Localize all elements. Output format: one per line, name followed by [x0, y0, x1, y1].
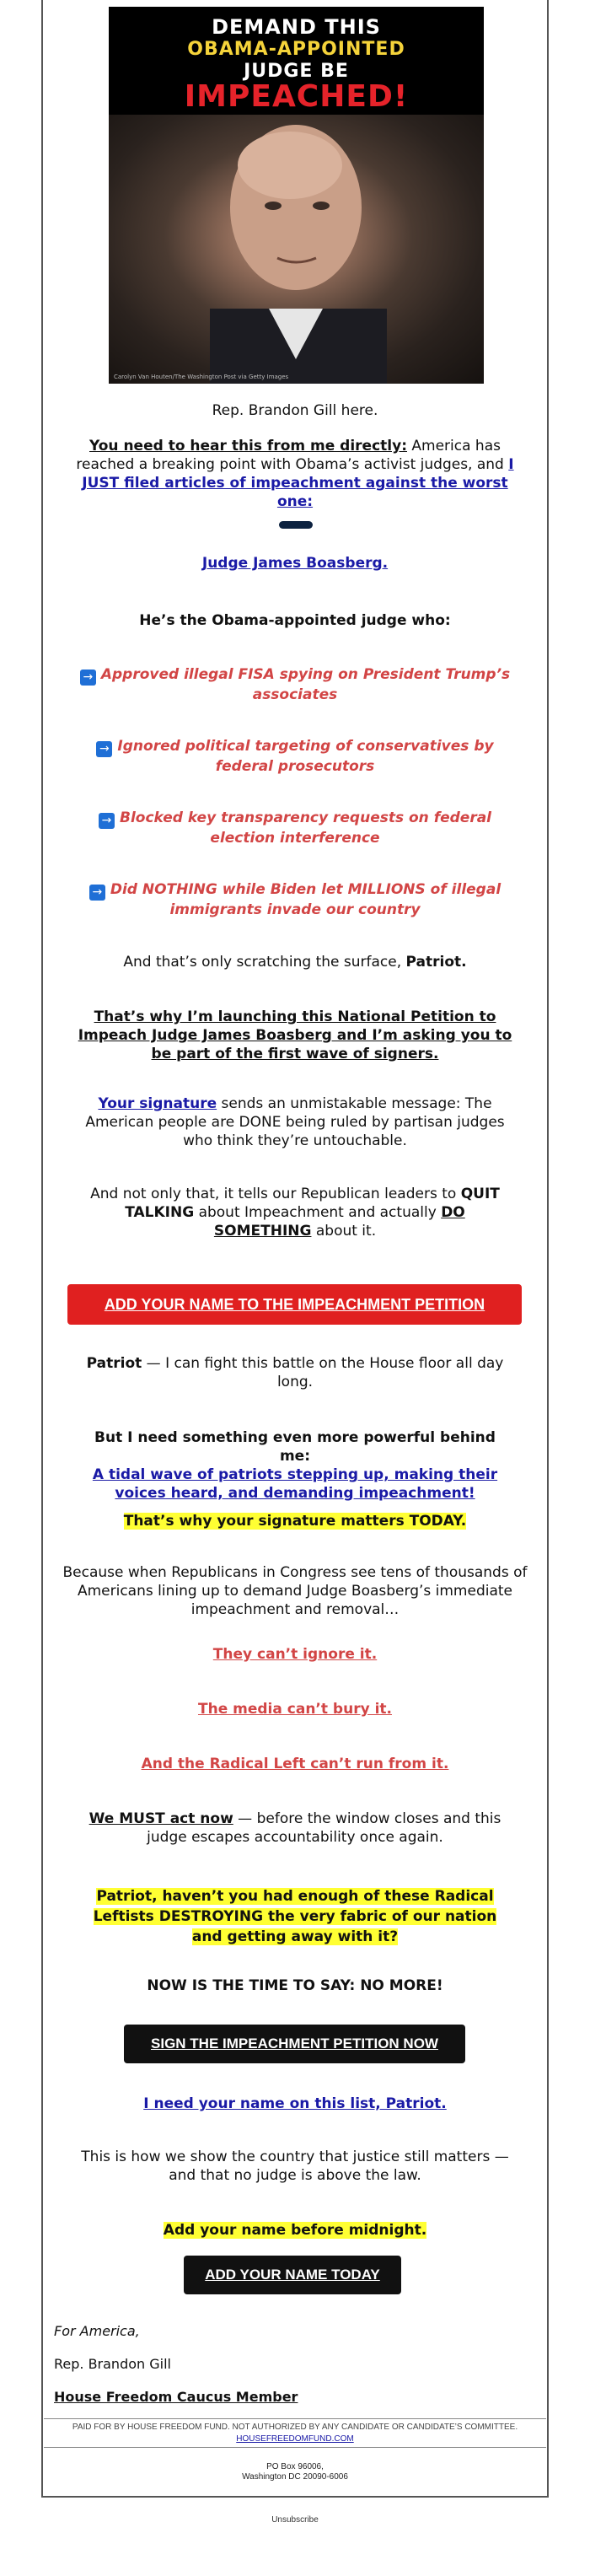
unsubscribe-row [44, 2515, 546, 2525]
intro-lead-text: America has reached a breaking point with Obama’s activist judges, and [76, 438, 509, 473]
leaders-post: about it. [311, 1223, 377, 1240]
charge-item [44, 665, 546, 704]
cant-row [44, 1755, 546, 1773]
cant-row [44, 1645, 546, 1664]
signoff-title: House Freedom Caucus Member [54, 2389, 298, 2405]
surface-text: And that’s only scratching the surface, [123, 954, 406, 971]
leaders-paragraph [44, 1185, 546, 1240]
hero-image [109, 7, 484, 384]
greeting: Rep. Brandon Gill here. [212, 402, 378, 419]
paid-for-disclaimer: PAID FOR BY HOUSE FREEDOM FUND. NOT AUTHORIZED BY ANY CANDIDATE OR CANDIDATE’S COMMITTEE. [72, 2423, 518, 2432]
po-box: PO Box 96006, [266, 2462, 324, 2471]
judge-name-row [44, 554, 546, 573]
hero-line1: DEMAND THIS [212, 15, 381, 39]
right-arrow-icon: → [89, 885, 105, 901]
cant-row [44, 1700, 546, 1718]
house-floor-text: — I can fight this battle on the House floor all day long. [142, 1355, 504, 1390]
intro-paragraph [44, 437, 546, 511]
footer-divider-bottom [44, 2447, 546, 2448]
must-act-bold: We MUST act now [88, 1810, 233, 1827]
do-something: DO SOMETHING [213, 1204, 465, 1240]
justice-paragraph: This is how we show the country that justice still matters — and that no judge is above the law. [81, 2148, 509, 2184]
charge-item [44, 809, 546, 847]
signature-text: sends an unmistakable message: The American people are DONE being ruled by partisan judges who think they’re untouchable. [85, 1095, 505, 1149]
sign-petition-button[interactable]: SIGN THE IMPEACHMENT PETITION NOW [124, 2025, 465, 2063]
signature-matters: That’s why your signature matters TODAY. [123, 1513, 467, 1530]
leaders-pre: And not only that, it tells our Republican leaders to [90, 1186, 461, 1202]
intro-lead-bold: You need to hear this from me directly: [89, 438, 407, 454]
must-act-text: — before the window closes and this judge escapes accountability once again. [147, 1810, 502, 1846]
need-name-row [44, 2095, 546, 2113]
cant-run-link[interactable]: And the Radical Left can’t run from it. [141, 1756, 449, 1772]
photo-credit: Carolyn Van Houten/The Washington Post via Getty Images [114, 374, 289, 380]
must-act-paragraph [44, 1810, 546, 1847]
add-name-today-button[interactable]: ADD YOUR NAME TODAY [184, 2256, 401, 2294]
house-floor-bold: Patriot [86, 1355, 142, 1372]
house-floor-paragraph [44, 1354, 546, 1391]
judge-heading: He’s the Obama-appointed judge who: [139, 612, 451, 629]
unsubscribe-link[interactable]: Unsubscribe [271, 2515, 319, 2525]
no-more-heading: NOW IS THE TIME TO SAY: NO MORE! [147, 1977, 443, 1994]
hero-line2: OBAMA-APPOINTED [187, 39, 405, 60]
signoff-closing: For America, [54, 2323, 140, 2339]
need-name-link[interactable]: I need your name on this list, Patriot. [143, 2095, 447, 2112]
hero-line3: JUDGE BE [244, 61, 349, 82]
portrait-illustration [109, 115, 484, 384]
charge-text: Ignored political targeting of conservatives by federal prosecutors [117, 738, 494, 775]
right-arrow-icon: → [80, 670, 96, 686]
hero-line4: IMPEACHED! [184, 79, 409, 114]
need-more-bold: But I need something even more powerful behind me: [94, 1429, 496, 1465]
signoff-name: Rep. Brandon Gill [54, 2356, 171, 2372]
petition-launch: That’s why I’m launching this National Petition to Impeach Judge James Boasberg and I’m asking you to be part of the first wave of signers. [78, 1008, 512, 1062]
cant-ignore-link[interactable]: They can’t ignore it. [212, 1646, 378, 1663]
charge-item [44, 880, 546, 919]
cant-bury-link[interactable]: The media can’t bury it. [198, 1701, 392, 1718]
signature-paragraph [44, 1094, 546, 1150]
midnight-text: Add your name before midnight. [163, 2222, 427, 2239]
enough-text: Patriot, haven’t you had enough of these Radical Leftists DESTROYING the very fabric of our nation and getting away with it? [93, 1888, 497, 1945]
footer-divider [44, 2418, 546, 2419]
signature-matters-row [44, 1512, 546, 1530]
midnight-row [44, 2221, 546, 2240]
enough-paragraph [44, 1886, 546, 1947]
add-name-petition-button[interactable]: ADD YOUR NAME TO THE IMPEACHMENT PETITION [67, 1284, 522, 1325]
surface-bold: Patriot. [405, 954, 467, 971]
hero-banner [109, 7, 484, 115]
surface-line [44, 953, 546, 971]
judge-photo [109, 115, 484, 384]
charge-text: Blocked key transparency requests on federal election interference [119, 809, 492, 847]
quit-talking: QUIT TALKING [125, 1186, 500, 1221]
impeachment-articles-link[interactable]: I JUST filed articles of impeachment against the worst one: [82, 456, 514, 510]
need-more-paragraph [44, 1428, 546, 1503]
right-arrow-icon: → [96, 741, 112, 757]
right-arrow-icon: → [99, 813, 115, 829]
charge-item [44, 737, 546, 776]
site-link[interactable]: HOUSEFREEDOMFUND.COM [236, 2434, 354, 2444]
judge-name-link[interactable]: Judge James Boasberg. [201, 555, 389, 572]
section-divider [279, 521, 313, 529]
charge-text: Did NOTHING while Biden let MILLIONS of illegal immigrants invade our country [110, 881, 502, 918]
charge-text: Approved illegal FISA spying on President Trump’s associates [100, 666, 511, 703]
tidal-wave-link[interactable]: A tidal wave of patriots stepping up, making their voices heard, and demanding impeachment! [92, 1466, 498, 1502]
because-paragraph: Because when Republicans in Congress see tens of thousands of Americans lining up to demand Judge Boasberg’s immediate impeachment and removal… [62, 1564, 528, 1618]
leaders-mid: about Impeachment and actually [194, 1204, 442, 1221]
city-line: Washington DC 20090-6006 [242, 2472, 348, 2482]
site-link-row [44, 2434, 546, 2444]
your-signature-link[interactable]: Your signature [98, 1095, 217, 1112]
